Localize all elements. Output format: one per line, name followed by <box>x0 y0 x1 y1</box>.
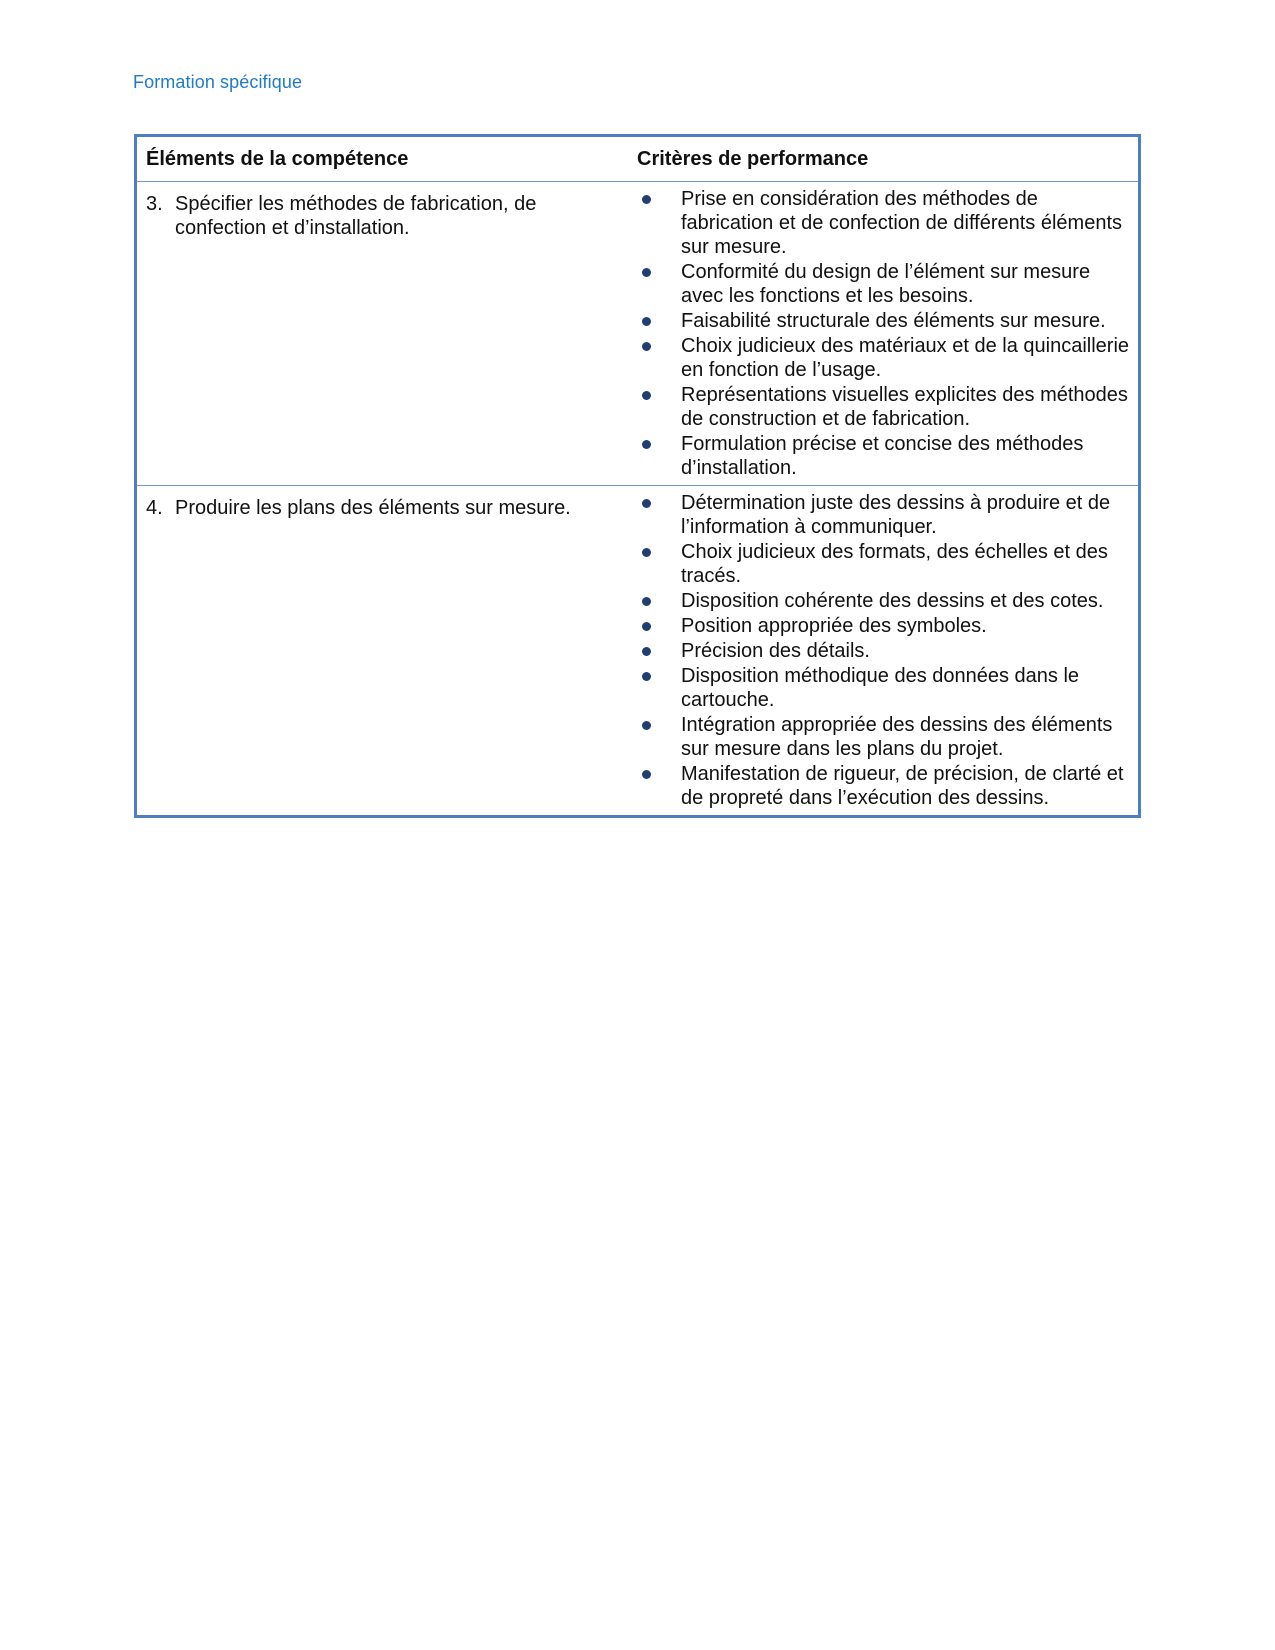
round-bullet-icon <box>642 342 651 351</box>
criterion-text: Choix judicieux des formats, des échelles et des tracés. <box>681 541 1108 587</box>
table-row <box>137 486 1138 815</box>
criterion-text: Représentations visuelles explicites des méthodes de construction et de fabrication. <box>681 384 1128 430</box>
criterion-text: Disposition méthodique des données dans le cartouche. <box>681 665 1080 711</box>
table-header-row <box>137 137 1138 182</box>
criteria-cell <box>631 486 1138 815</box>
header-criteria: Critères de performance <box>637 147 869 170</box>
criterion-item <box>631 491 1130 539</box>
criterion-text: Précision des détails. <box>681 640 870 662</box>
round-bullet-icon <box>642 268 651 277</box>
criterion-item <box>631 614 1130 638</box>
criterion-text: Prise en considération des méthodes de fabrication et de confection de différents éléments sur mesure. <box>681 188 1123 258</box>
round-bullet-icon <box>642 499 651 508</box>
round-bullet-icon <box>642 721 651 730</box>
criterion-item <box>631 762 1130 810</box>
criterion-text: Conformité du design de l’élément sur mesure avec les fonctions et les besoins. <box>681 261 1091 307</box>
criterion-text: Manifestation de rigueur, de précision, de clarté et de propreté dans l’exécution des dessins. <box>681 763 1124 809</box>
criterion-item <box>631 334 1130 382</box>
round-bullet-icon <box>642 440 651 449</box>
criterion-item <box>631 432 1130 480</box>
round-bullet-icon <box>642 622 651 631</box>
round-bullet-icon <box>642 548 651 557</box>
criterion-text: Formulation précise et concise des méthodes d’installation. <box>681 433 1084 479</box>
running-header: Formation spécifique <box>133 72 303 92</box>
criterion-item <box>631 260 1130 308</box>
round-bullet-icon <box>642 770 651 779</box>
element-text: Spécifier les méthodes de fabrication, de confection et d’installation. <box>175 193 537 239</box>
round-bullet-icon <box>642 672 651 681</box>
criterion-item <box>631 187 1130 259</box>
criterion-text: Détermination juste des dessins à produire et de l’information à communiquer. <box>681 492 1111 538</box>
criteria-list <box>631 491 1130 810</box>
round-bullet-icon <box>642 317 651 326</box>
criterion-item <box>631 713 1130 761</box>
criterion-text: Intégration appropriée des dessins des éléments sur mesure dans les plans du projet. <box>681 714 1113 760</box>
round-bullet-icon <box>642 195 651 204</box>
criterion-text: Position appropriée des symboles. <box>681 615 987 637</box>
element-number: 3. <box>146 193 163 215</box>
round-bullet-icon <box>642 597 651 606</box>
element-number: 4. <box>146 497 163 519</box>
criteria-cell <box>631 182 1138 485</box>
criterion-item <box>631 383 1130 431</box>
criterion-text: Disposition cohérente des dessins et des cotes. <box>681 590 1104 612</box>
criterion-item <box>631 639 1130 663</box>
round-bullet-icon <box>642 647 651 656</box>
criterion-item <box>631 309 1130 333</box>
criterion-item <box>631 664 1130 712</box>
element-cell <box>137 182 631 485</box>
criterion-item <box>631 540 1130 588</box>
element-cell <box>137 486 631 815</box>
round-bullet-icon <box>642 391 651 400</box>
competency-table <box>134 134 1141 818</box>
criterion-item <box>631 589 1130 613</box>
criterion-text: Choix judicieux des matériaux et de la quincaillerie en fonction de l’usage. <box>681 335 1130 381</box>
header-elements: Éléments de la compétence <box>146 147 409 170</box>
element-text: Produire les plans des éléments sur mesure. <box>175 497 571 519</box>
table-row <box>137 182 1138 486</box>
criterion-text: Faisabilité structurale des éléments sur mesure. <box>681 310 1106 332</box>
criteria-list <box>631 187 1130 480</box>
